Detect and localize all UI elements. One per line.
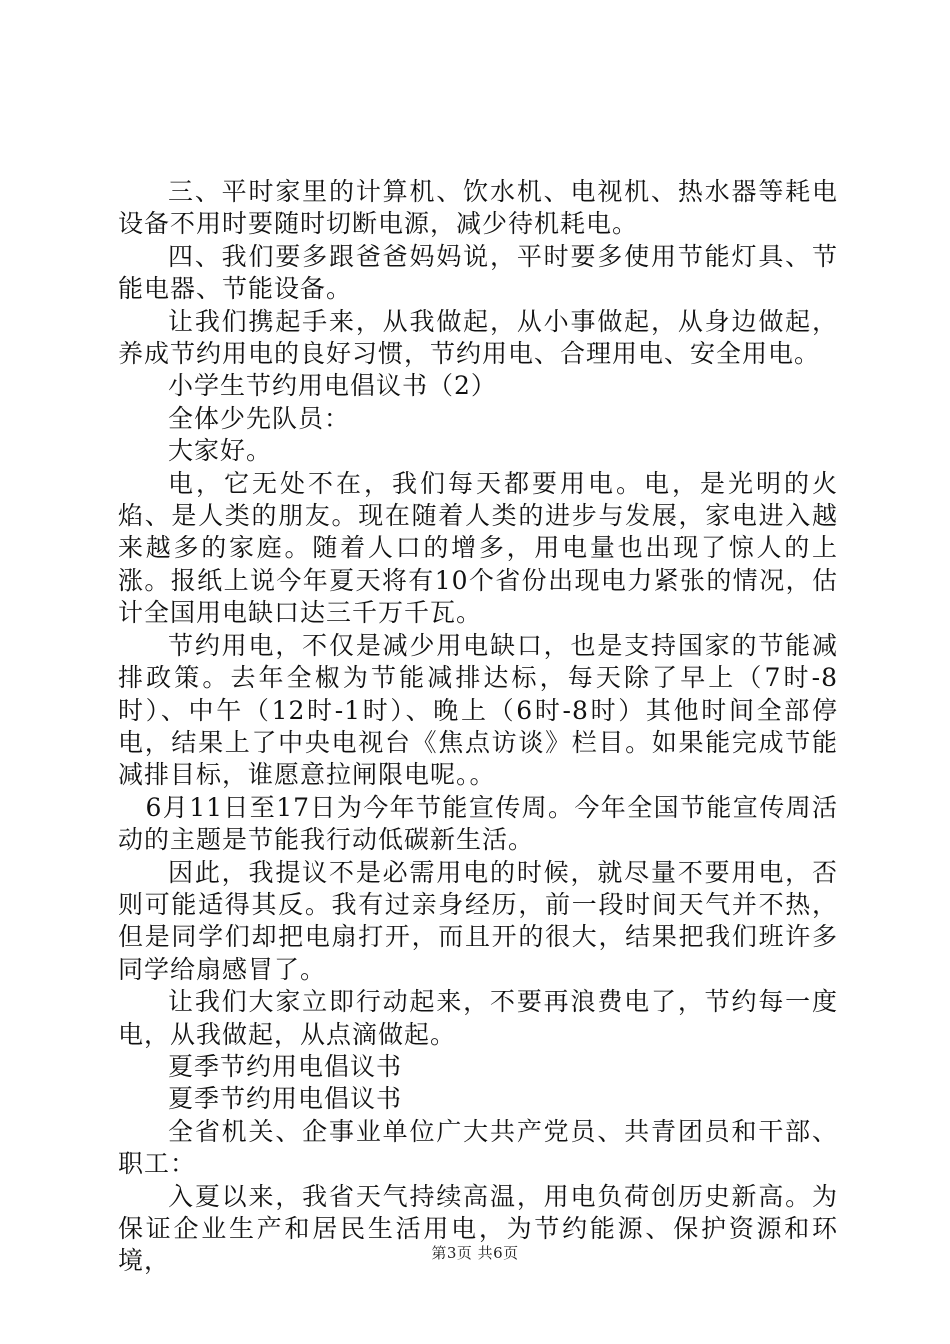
paragraph-summer: 入夏以来，我省天气持续高温，用电负荷创历史新高。为保证企业生产和居民生活用电，为节约能源、保护资源和环境，: [118, 1181, 838, 1276]
paragraph-item-3: 三、平时家里的计算机、饮水机、电视机、热水器等耗电设备不用时要随时切断电源，减少待机耗电。: [118, 177, 838, 239]
paragraph-energy-week: 6月11日至17日为今年节能宣传周。今年全国节能宣传周活动的主题是节能我行动低碳新生活。: [118, 792, 838, 855]
salutation: 全体少先队员：: [168, 403, 351, 433]
greeting: 大家好。: [168, 436, 273, 466]
paragraph-saving: 节约用电，不仅是减少用电缺口，也是支持国家的节能减排政策。去年全椒为节能减排达标，每天除了早上（7时-8时）、中午（12时-1时）、晚上（6时-8时）其他时间全部停电，结果上了中央电视台《焦点访谈》栏目。如果能完成节能减排目标，谁愿意拉闸限电呢。。: [118, 630, 838, 790]
section-title: 小学生节约用电倡议书（2）: [168, 371, 497, 401]
paragraph-action: 让我们大家立即行动起来，不要再浪费电了，节约每一度电，从我做起，从点滴做起。: [118, 987, 838, 1049]
section-title: 夏季节约用电倡议书: [168, 1084, 403, 1114]
salutation: 全省机关、企事业单位广大共产党员、共青团员和干部、职工：: [118, 1116, 838, 1179]
page-number-footer: 第3页 共6页: [431, 1244, 519, 1262]
paragraph-proposal: 因此，我提议不是必需用电的时候，就尽量不要用电，否则可能适得其反。我有过亲身经历，前一段时间天气并不热，但是同学们却把电扇打开，而且开的很大，结果把我们班许多同学给扇感冒了。: [118, 857, 838, 984]
section-title: 夏季节约用电倡议书: [168, 1051, 403, 1081]
document-body: [118, 176, 838, 1278]
paragraph-electricity: 电，它无处不在，我们每天都要用电。电，是光明的火焰、是人类的朋友。现在随着人类的进步与发展，家电进入越来越多的家庭。随着人口的增多，用电量也出现了惊人的上涨。报纸上说今年夏天将有10个省份出现电力紧张的情况，估计全国用电缺口达三千万千瓦。: [118, 468, 838, 628]
paragraph-item-4: 四、我们要多跟爸爸妈妈说，平时要多使用节能灯具、节能电器、节能设备。: [118, 241, 838, 304]
paragraph-call-to-action: 让我们携起手来，从我做起，从小事做起，从身边做起，养成节约用电的良好习惯，节约用电、合理用电、安全用电。: [118, 306, 838, 369]
